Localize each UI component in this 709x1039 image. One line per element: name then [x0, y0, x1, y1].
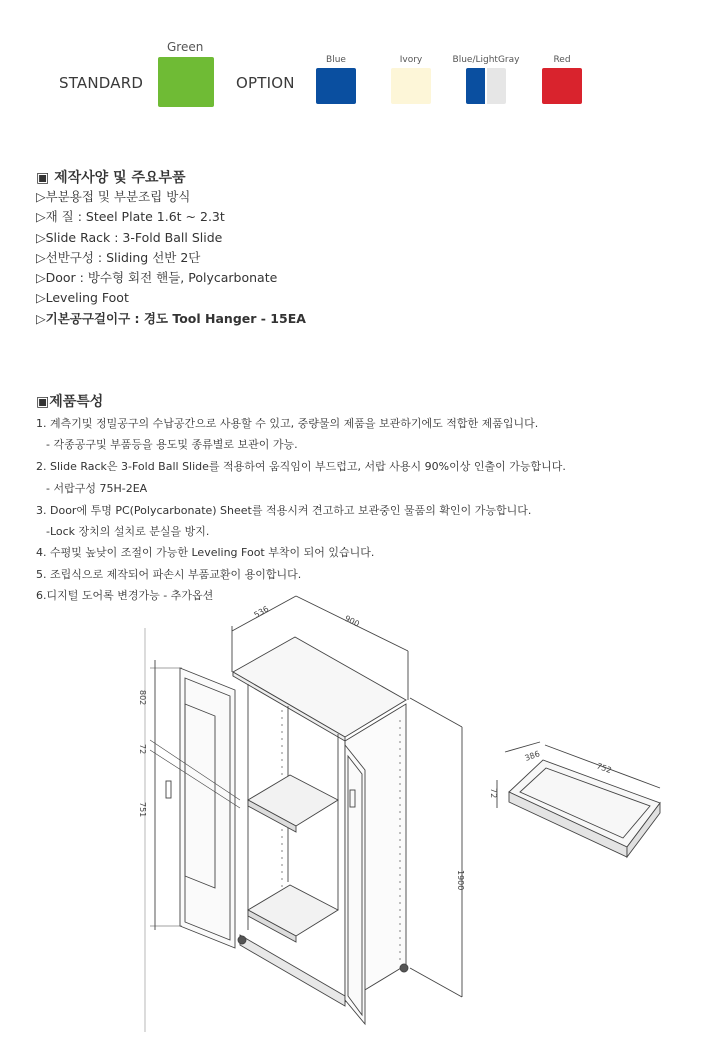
lightgray-half	[486, 68, 506, 104]
blue-half	[466, 68, 486, 104]
feature-line: 5. 조립식으로 제작되어 파손시 부품교환이 용이합니다.	[36, 568, 302, 581]
feature-line: 3. Door에 투명 PC(Polycarbonate) Sheet를 적용시켜 견고하고 보관중인 물품의 확인이 가능합니다.	[36, 504, 532, 517]
spec-line: ▷Leveling Foot	[36, 290, 129, 306]
tray-depth-dim: 386	[523, 749, 542, 763]
option-ivory-name: Ivory	[399, 55, 423, 65]
dim-upper: 802	[138, 690, 147, 706]
feature-subline: - 각종공구및 부품등을 용도및 종류별로 보관이 가능.	[46, 438, 298, 451]
blue-swatch[interactable]	[316, 68, 356, 104]
dim-height: 1900	[456, 870, 465, 891]
standard-label: STANDARD	[59, 74, 144, 92]
spec-line: ▷Slide Rack : 3-Fold Ball Slide	[36, 229, 223, 245]
cabinet-drawing	[0, 590, 709, 1039]
dim-lower: 751	[138, 802, 147, 818]
tray-height-dim: 72	[489, 788, 498, 799]
option-bluegray-name: Blue/LightGray	[452, 55, 520, 65]
option-red-name: Red	[553, 55, 571, 65]
spec-line: ▷선반구성 : Sliding 선반 2단	[36, 249, 201, 265]
blue-lightgray-swatch[interactable]	[466, 68, 506, 104]
feature-line: 2. Slide Rack은 3-Fold Ball Slide를 적용하여 움직임이 부드럽고, 서랍 사용시 90%이상 인출이 가능합니다.	[36, 460, 566, 473]
green-swatch[interactable]	[158, 57, 214, 107]
specs-heading: ▣ 제작사양 및 주요부품	[36, 170, 186, 186]
features-heading: ▣제품특성	[36, 394, 104, 410]
spec-line-bold: ▷기본공구걸이구 : 경도 Tool Hanger - 15EA	[36, 310, 306, 326]
spec-line: ▷Door : 방수형 회전 핸들, Polycarbonate	[36, 270, 278, 286]
swatch-divider	[485, 68, 487, 104]
ivory-swatch[interactable]	[391, 68, 431, 104]
dim-mid: 72	[138, 744, 147, 755]
spec-line: ▷부분용접 및 부분조립 방식	[36, 189, 191, 204]
feature-line: 4. 수평및 높낮이 조절이 가능한 Leveling Foot 부착이 되어 있습니다.	[36, 546, 375, 559]
dim-depth: 536	[252, 604, 271, 620]
feature-line: 1. 계측기및 정밀공구의 수납공간으로 사용할 수 있고, 중량물의 제품을 보관하기에도 적합한 제품입니다.	[36, 417, 539, 430]
spec-line: ▷재 질 : Steel Plate 1.6t ~ 2.3t	[36, 209, 225, 225]
specs-list	[36, 187, 306, 329]
standard-color-name: Green	[167, 40, 204, 54]
dim-width: 900	[343, 613, 361, 629]
feature-subline: -Lock 장치의 설치로 분실을 방지.	[46, 525, 210, 538]
red-swatch[interactable]	[542, 68, 582, 104]
option-blue-name: Blue	[326, 55, 346, 65]
tray-width-dim: 752	[595, 761, 613, 776]
option-label: OPTION	[236, 74, 295, 92]
feature-subline: - 서랍구성 75H-2EA	[46, 482, 148, 495]
feature-line: 6.디지털 도어록 변경가능 - 추가옵션	[36, 589, 214, 602]
